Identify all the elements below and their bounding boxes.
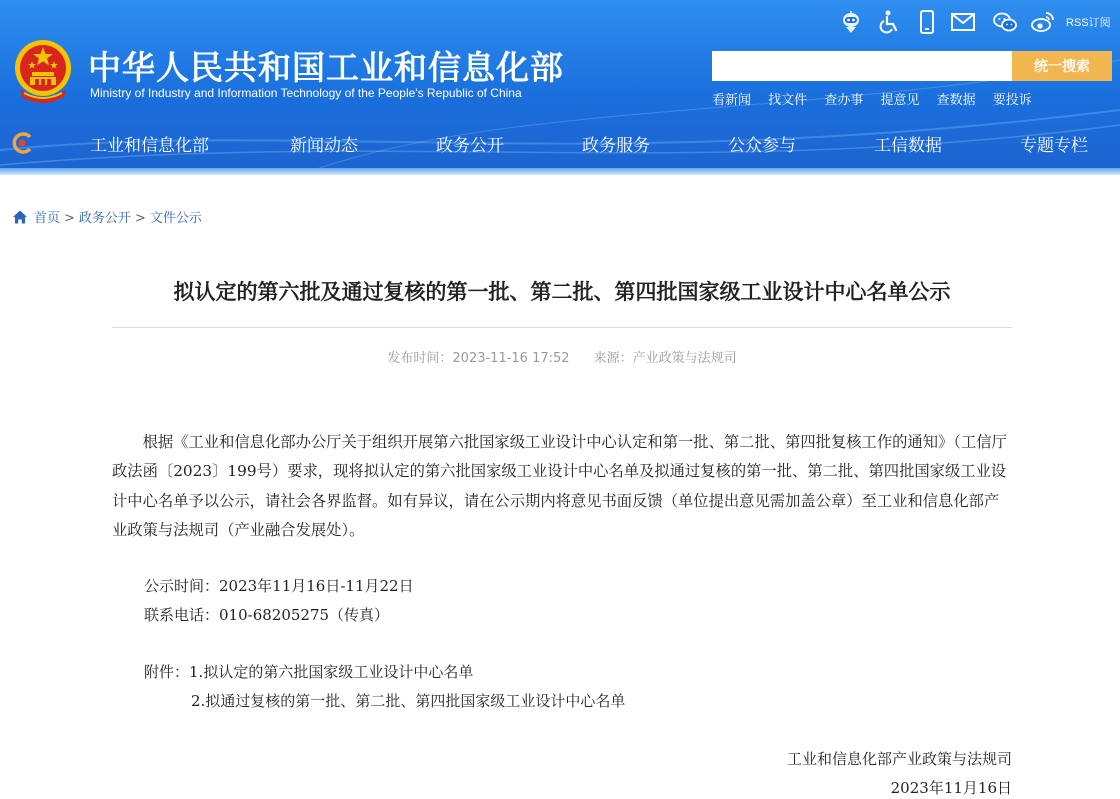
wechat-icon[interactable]	[992, 9, 1018, 35]
quick-link-news[interactable]: 看新闻	[712, 93, 752, 108]
nav-item-data[interactable]: 工信数据	[874, 136, 942, 156]
weibo-icon[interactable]	[1030, 9, 1056, 35]
attachment-link-1[interactable]: 1.拟认定的第六批国家级工业设计中心名单	[189, 663, 474, 681]
breadcrumb-gov-affairs[interactable]: 政务公开	[78, 211, 131, 226]
nav-item-participation[interactable]: 公众参与	[728, 136, 796, 156]
source-value: 产业政策与法规司	[632, 351, 737, 366]
publish-time: 2023-11-16 17:52	[452, 351, 570, 366]
attachment-line-1	[144, 661, 473, 682]
breadcrumb	[12, 207, 202, 226]
ministry-logo-icon[interactable]	[10, 131, 34, 155]
rss-link[interactable]: RSS订阅	[1066, 17, 1111, 29]
search-input[interactable]	[712, 51, 1012, 81]
quick-link-documents[interactable]: 找文件	[768, 93, 808, 108]
quick-link-services[interactable]: 查办事	[824, 93, 864, 108]
publish-time-label: 发布时间：	[387, 351, 453, 366]
breadcrumb-separator: >	[134, 211, 146, 226]
nav-item-ministry[interactable]: 工业和信息化部	[90, 136, 209, 156]
article-title: 拟认定的第六批及通过复核的第一批、第二批、第四批国家级工业设计中心名单公示	[173, 280, 951, 304]
source-label: 来源：	[593, 351, 633, 366]
article-body: 根据《工业和信息化部办公厅关于组织开展第六批国家级工业设计中心认定和第一批、第二批、第四批复核工作的通知》（工信厅政法函〔2023〕199号）要求，现将拟认定的第六批国家级工业设计中心名单及拟通过复核的第一批、第二批、第四批国家级工业设计中心名单予以公示，请社会各界监督。如有异议，请在公示期内将意见书面反馈（单位提出意见需加盖公章）至工业和信息化部产业政策与法规司（产业融合发展处）。	[112, 433, 1007, 539]
nav-item-news[interactable]: 新闻动态	[290, 136, 358, 156]
robot-assistant-icon[interactable]	[838, 9, 864, 35]
accessibility-icon[interactable]	[876, 9, 902, 35]
breadcrumb-separator: >	[64, 211, 75, 226]
attachment-line-2	[191, 690, 625, 711]
mobile-icon[interactable]	[914, 9, 940, 35]
signature-org: 工业和信息化部产业政策与法规司	[786, 750, 1012, 768]
breadcrumb-file-notice[interactable]: 文件公示	[149, 211, 202, 226]
quick-link-complaint[interactable]: 要投诉	[992, 93, 1032, 108]
quick-link-data[interactable]: 查数据	[936, 93, 976, 108]
main-nav	[0, 118, 1120, 168]
attachment-link-2[interactable]: 2.拟通过复核的第一批、第二批、第四批国家级工业设计中心名单	[191, 692, 626, 710]
site-title-cn[interactable]: 中华人民共和国工业和信息化部	[88, 48, 564, 87]
site-title-en[interactable]: Ministry of Industry and Information Technology of the People's Republic of China	[90, 86, 522, 100]
search-button[interactable]: 统一搜索	[1012, 51, 1112, 81]
quick-link-feedback[interactable]: 提意见	[880, 93, 920, 108]
quick-links	[712, 89, 1045, 108]
mail-icon[interactable]	[950, 9, 976, 35]
nav-item-gov-affairs[interactable]: 政务公开	[436, 136, 504, 156]
title-divider	[112, 327, 1012, 328]
home-icon[interactable]	[12, 209, 28, 225]
site-header	[0, 0, 1120, 175]
breadcrumb-home[interactable]: 首页	[34, 211, 61, 226]
nav-item-gov-services[interactable]: 政务服务	[582, 136, 650, 156]
article-meta	[112, 347, 1012, 366]
signature-date: 2023年11月16日	[890, 779, 1012, 797]
notice-period: 公示时间：2023年11月16日-11月22日	[144, 577, 414, 595]
contact-phone: 联系电话：010-68205275（传真）	[144, 606, 390, 624]
header-divider	[0, 168, 1120, 175]
nav-item-topics[interactable]: 专题专栏	[1020, 136, 1088, 156]
national-emblem-icon[interactable]	[12, 37, 74, 107]
attachment-label: 附件：	[144, 663, 190, 681]
